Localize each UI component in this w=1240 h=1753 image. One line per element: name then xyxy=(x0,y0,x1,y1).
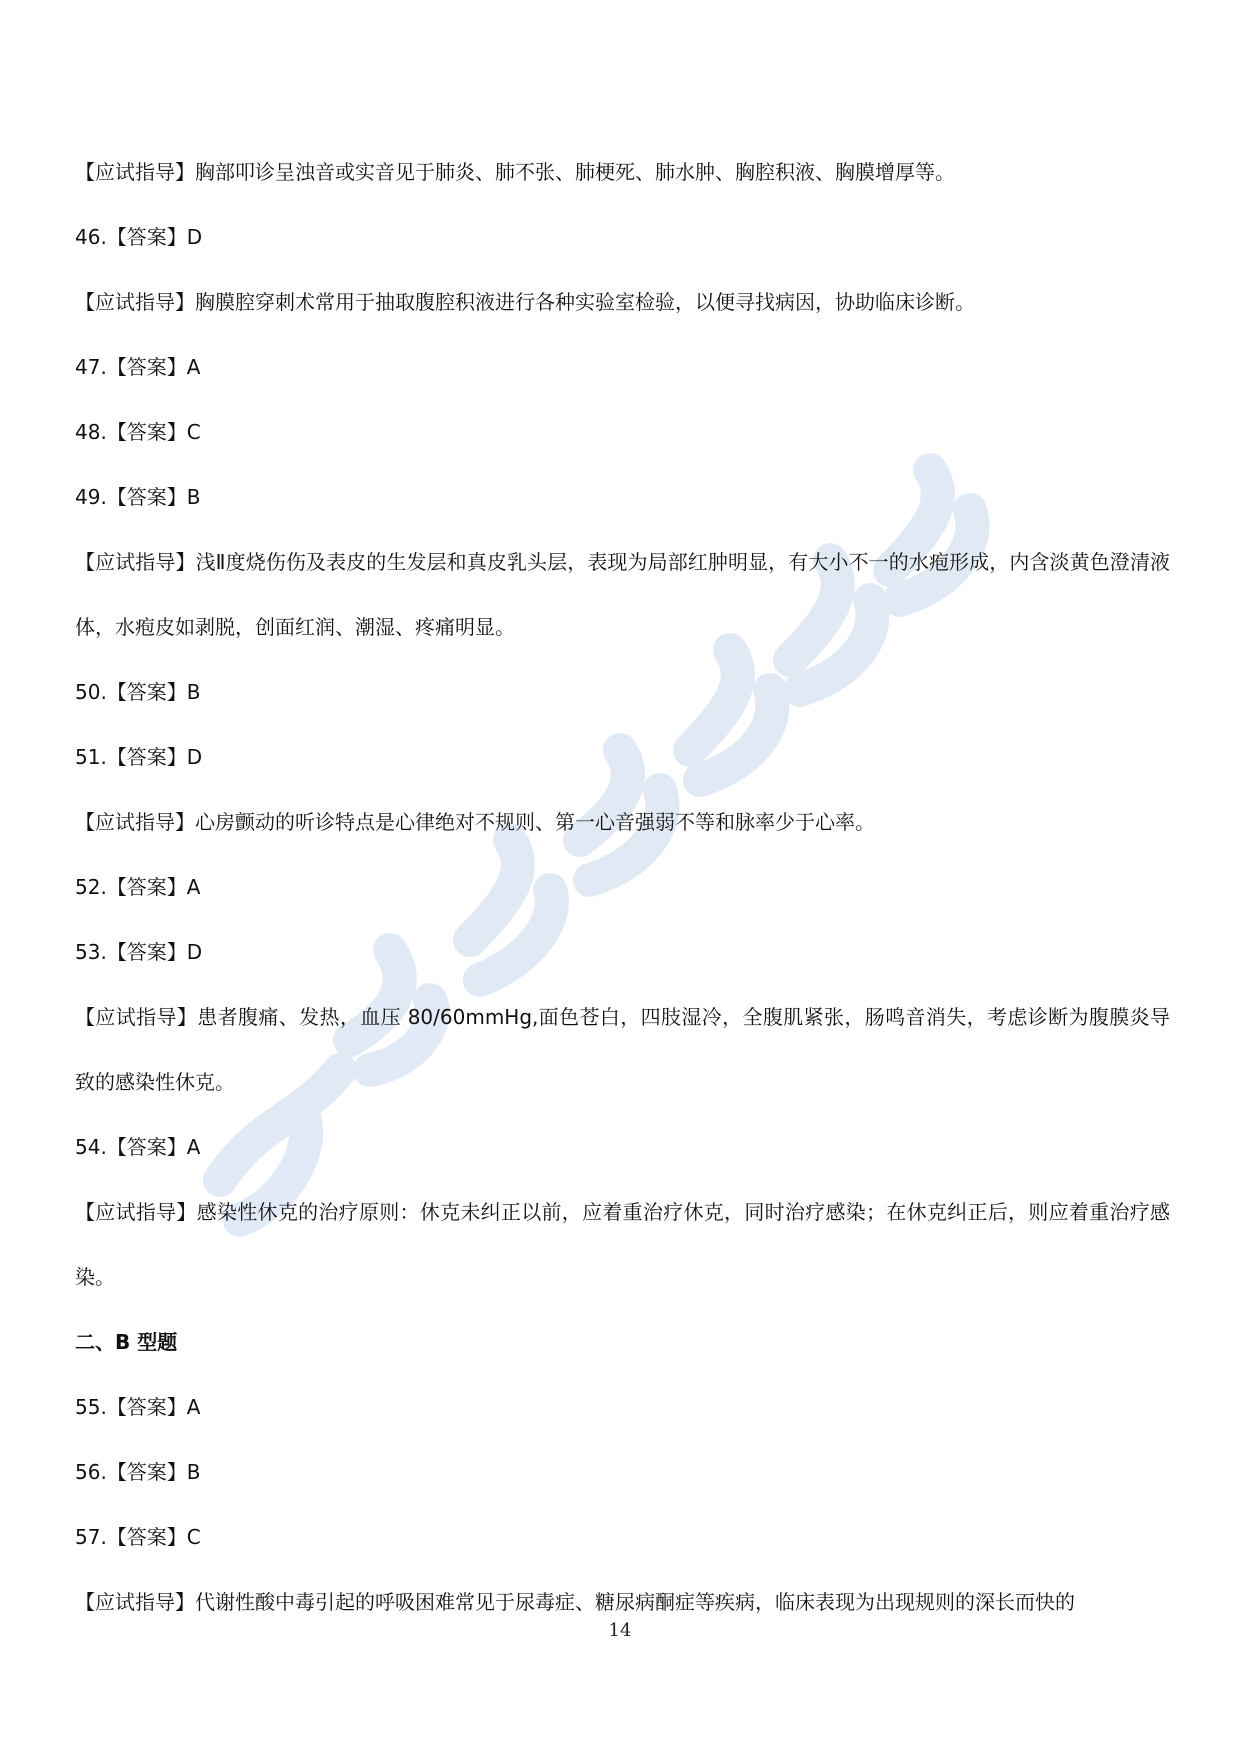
answer-line: 55.【答案】A xyxy=(75,1395,201,1419)
answer-line: 51.【答案】D xyxy=(75,745,203,769)
guide-paragraph: 【应试指导】胸部叩诊呈浊音或实音见于肺炎、肺不张、肺梗死、肺水肿、胸腔积液、胸膜增厚等。 xyxy=(75,160,955,184)
section-heading: 二、B 型题 xyxy=(75,1330,178,1354)
answer-line: 52.【答案】A xyxy=(75,875,201,899)
guide-paragraph: 【应试指导】代谢性酸中毒引起的呼吸困难常见于尿毒症、糖尿病酮症等疾病，临床表现为出现规则的深长而快的 xyxy=(75,1590,1075,1614)
answer-line: 48.【答案】C xyxy=(75,420,201,444)
guide-paragraph: 【应试指导】浅Ⅱ度烧伤伤及表皮的生发层和真皮乳头层，表现为局部红肿明显，有大小不一的水疱形成，内含淡黄色澄清液体，水疱皮如剥脱，创面红润、潮湿、疼痛明显。 xyxy=(75,550,1170,639)
answer-line: 47.【答案】A xyxy=(75,355,201,379)
guide-paragraph: 【应试指导】感染性休克的治疗原则：休克未纠正以前，应着重治疗休克，同时治疗感染；在休克纠正后，则应着重治疗感染。 xyxy=(75,1200,1170,1289)
answer-line: 49.【答案】B xyxy=(75,485,201,509)
document-body xyxy=(75,140,1170,1635)
page-number: 14 xyxy=(608,1620,632,1641)
answer-line: 50.【答案】B xyxy=(75,680,201,704)
answer-line: 56.【答案】B xyxy=(75,1460,201,1484)
answer-line: 57.【答案】C xyxy=(75,1525,201,1549)
answer-line: 54.【答案】A xyxy=(75,1135,201,1159)
guide-paragraph: 【应试指导】胸膜腔穿刺术常用于抽取腹腔积液进行各种实验室检验，以便寻找病因，协助临床诊断。 xyxy=(75,290,975,314)
guide-paragraph: 【应试指导】心房颤动的听诊特点是心律绝对不规则、第一心音强弱不等和脉率少于心率。 xyxy=(75,810,875,834)
guide-paragraph: 【应试指导】患者腹痛、发热，血压 80/60mmHg,面色苍白，四肢湿冷，全腹肌紧张，肠鸣音消失，考虑诊断为腹膜炎导致的感染性休克。 xyxy=(75,1005,1170,1094)
answer-line: 53.【答案】D xyxy=(75,940,203,964)
answer-line: 46.【答案】D xyxy=(75,225,203,249)
